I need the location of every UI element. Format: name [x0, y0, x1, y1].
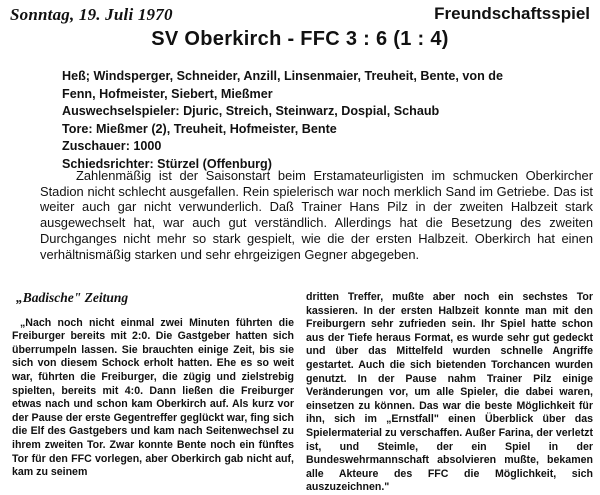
goals-line: Tore: Mießmer (2), Treuheit, Hofmeister, Bente: [62, 121, 337, 136]
players-line-2: Fenn, Hofmeister, Siebert, Mießmer: [62, 86, 273, 101]
players-line-1: Heß; Windsperger, Schneider, Anzill, Linsenmaier, Treuheit, Bente, von de: [62, 69, 504, 83]
press-source: „Badische" Zeitung: [16, 290, 129, 305]
press-quote-right: dritten Treffer, mußte aber noch ein sechstes Tor kassieren. In der ersten Halbzeit konnte man mit den Freiburgern sehr zufrieden sein. Ihr Spiel hatte schon aus der Tiefe heraus Format, es wurde sehr gut gedeckt und über das Mittelfeld wurden schnelle Angriffe gestartet. Auch die sich bietenden Torchancen wurden genutzt. In der Pause nahm Trainer Pilz einige Veränderungen vor, um alle Spieler, die dabei waren, einsetzen zu können. Das war die beste Möglichkeit für ihn, sich im „Ernstfall" einen Überblick über das Spielermaterial zu verschaffen. Außer Farina, der verletzt ist, und Steimle, der ein Spiel in der Bundeswehrmannschaft absolvieren mußte, bekamen alle Akteure des FFC die Möglichkeit, sich auszuzeichnen.": [306, 291, 593, 494]
match-type: Freundschaftsspiel: [434, 4, 590, 23]
referee-line: Schiedsrichter: Stürzel (Offenburg): [62, 156, 272, 171]
press-column-left: [12, 291, 294, 480]
match-date: Sonntag, 19. Juli 1970: [10, 5, 173, 24]
substitutes-line: Auswechselspieler: Djuric, Streich, Steinwarz, Dospial, Schaub: [62, 104, 440, 118]
match-report: Zahlenmäßig ist der Saisonstart beim Erstamateurligisten im schmucken Oberkircher Stadion nicht schlecht ausgefallen. Rein spielerisch war noch merklich Sand im Getriebe. Das ist weiter auch gar nicht verwunderlich. Daß Trainer Hans Pilz in der zweiten Halbzeit stark ausgewechselt hat, war auch gut verständlich. Allerdings hat die Besetzung des zweiten Durchganges nicht mehr so stark gespielt, wie die der ersten Halbzeit. Oberkirch hat einen verhältnismäßig starken und sehr ehrgeizigen Gegner abgegeben.: [40, 168, 593, 262]
lineup-block: [62, 68, 592, 173]
press-quote-left: „Nach noch nicht einmal zwei Minuten führten die Freiburger bereits mit 2:0. Die Gastgeber hatten sich überrumpeln lassen. Sie brauchten einige Zeit, bis sie sich von diesem Schock erholt hatten. Ehe es so weit war, führten die Freiburger, die zügig und zielstrebig spielten, bereits mit 4:0. Dann ließen die Freiburger etwas nach und schon kam Oberkirch auf. Als kurz vor der Pause der erste Gegentreffer geglückt war, fing sich die Elf des Gastgebers und kam nach Seitenwechsel zu ihrem zweiten Tor. Zwar konnte Bente noch ein fünftes Tor für den FFC vorlegen, aber Oberkirch gab nicht auf, kam zu seinem: [12, 316, 294, 479]
spectators-line: Zuschauer: 1000: [62, 139, 162, 153]
press-column-right: [306, 291, 593, 495]
match-headline: SV Oberkirch - FFC 3 : 6 (1 : 4): [151, 28, 449, 50]
